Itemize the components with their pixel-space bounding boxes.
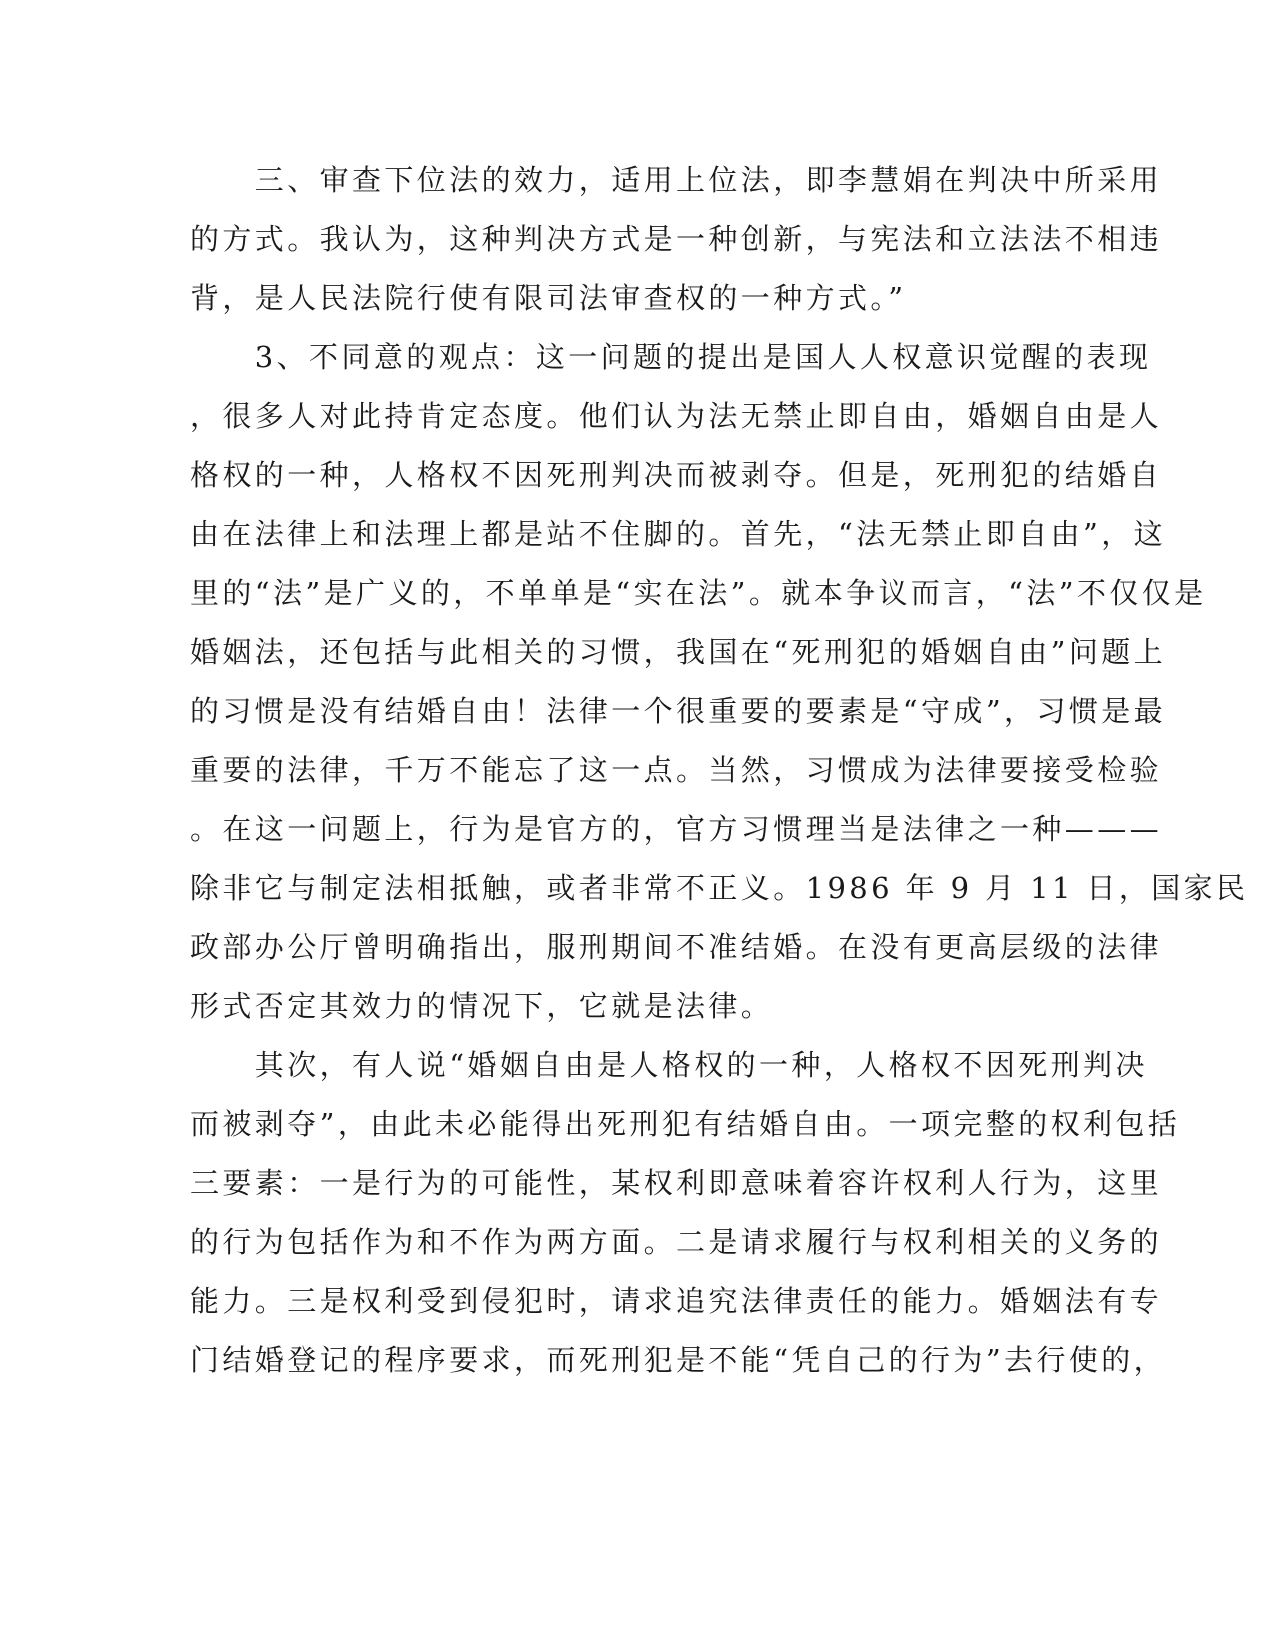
text-line: 的习惯是没有结婚自由！法律一个很重要的要素是“守成”，习惯是最 [190, 694, 1167, 728]
text-line: ，很多人对此持肯定态度。他们认为法无禁止即自由，婚姻自由是人 [190, 399, 1163, 433]
text-line: 能力。三是权利受到侵犯时，请求追究法律责任的能力。婚姻法有专 [190, 1284, 1163, 1318]
text-line: 其次，有人说“婚姻自由是人格权的一种，人格权不因死刑判决 [190, 1048, 1148, 1082]
text-line: 的方式。我认为，这种判决方式是一种创新，与宪法和立法法不相违 [190, 222, 1163, 256]
text-line: 婚姻法，还包括与此相关的习惯，我国在“死刑犯的婚姻自由”问题上 [190, 635, 1167, 669]
text-line: 门结婚登记的程序要求，而死刑犯是不能“凭自己的行为”去行使的， [190, 1343, 1167, 1377]
text-line: 三要素：一是行为的可能性，某权利即意味着容许权利人行为，这里 [190, 1166, 1163, 1200]
text-line: 除非它与制定法相抵触，或者非常不正义。1986 年 9 月 11 日，国家民 [190, 871, 1249, 905]
text-line: 三、审查下位法的效力，适用上位法，即李慧娟在判决中所采用 [190, 163, 1163, 197]
text-line: 格权的一种，人格权不因死刑判决而被剥夺。但是，死刑犯的结婚自 [190, 458, 1163, 492]
text-line: 政部办公厅曾明确指出，服刑期间不准结婚。在没有更高层级的法律 [190, 930, 1163, 964]
text-line: 而被剥夺”，由此未必能得出死刑犯有结婚自由。一项完整的权利包括 [190, 1107, 1181, 1141]
text-line: 3、不同意的观点：这一问题的提出是国人人权意识觉醒的表现 [190, 340, 1152, 374]
text-line: 背，是人民法院行使有限司法审查权的一种方式。” [190, 281, 907, 315]
text-line: 由在法律上和法理上都是站不住脚的。首先，“法无禁止即自由”，这 [190, 517, 1167, 551]
text-line: 的行为包括作为和不作为两方面。二是请求履行与权利相关的义务的 [190, 1225, 1163, 1259]
text-line: 重要的法律，千万不能忘了这一点。当然，习惯成为法律要接受检验 [190, 753, 1163, 787]
text-line: 形式否定其效力的情况下，它就是法律。 [190, 989, 774, 1023]
text-line: 里的“法”是广义的，不单单是“实在法”。就本争议而言，“法”不仅仅是 [190, 576, 1207, 610]
text-line: 。在这一问题上，行为是官方的，官方习惯理当是法律之一种——— [190, 812, 1163, 846]
